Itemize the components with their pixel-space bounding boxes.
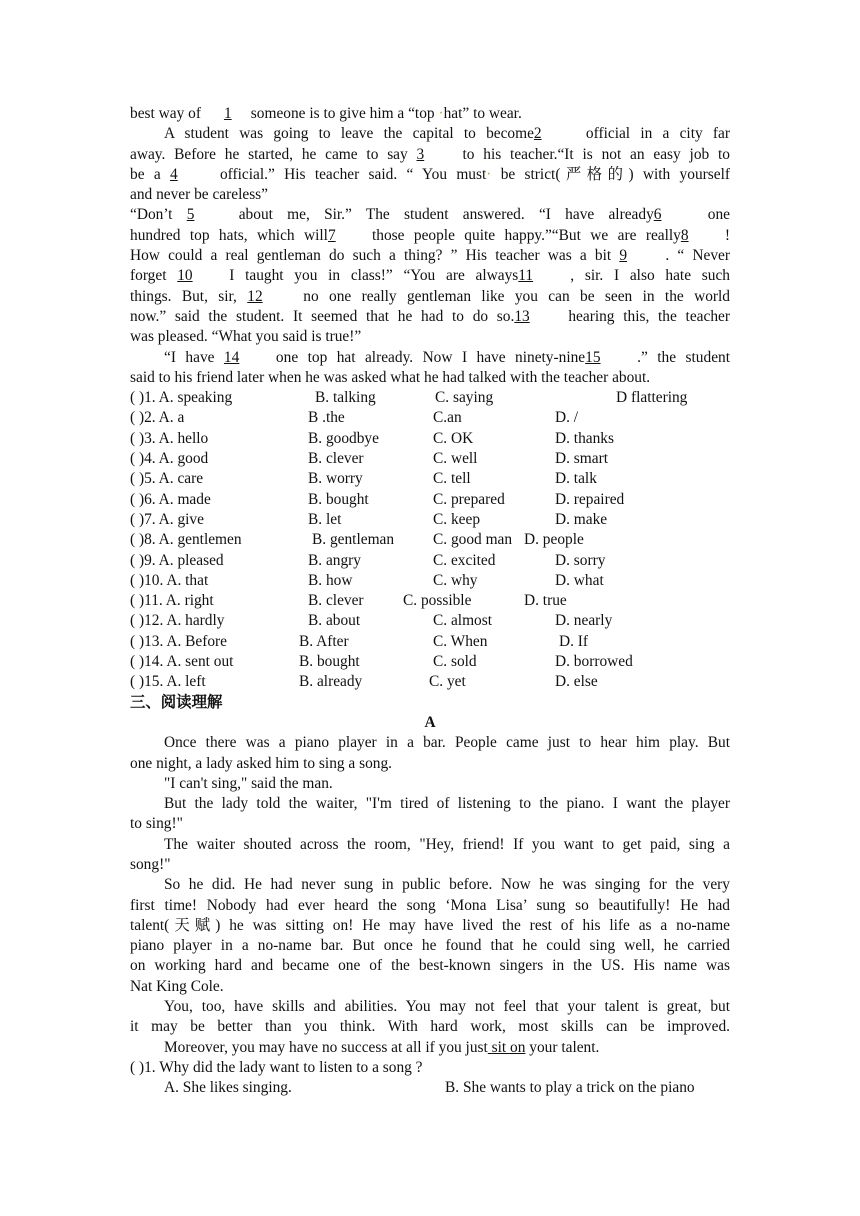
passage-line: So he did. He had never sung in public before. Now he was singing for the very [164,876,730,894]
option-b[interactable]: B. She wants to play a trick on the piano [445,1079,695,1097]
text: to his teacher.“It is not an easy job to [462,145,730,163]
option-b[interactable]: B. already [299,673,363,691]
passage-line: song!" [130,855,171,873]
text: one [707,206,730,224]
question-1[interactable]: ( )1. Why did the lady want to listen to a song ? [130,1058,423,1076]
passage-line: Nat King Cole. [130,977,224,995]
option-a[interactable]: ( )4. A. good [130,450,209,468]
option-row [130,469,730,489]
option-d[interactable]: D. talk [555,470,597,488]
passage-line: But the lady told the waiter, "I'm tired of listening to the piano. I want the player [164,795,730,813]
text: those people quite happy.”“But we are really [371,226,681,244]
cloze-line [130,145,730,165]
option-row [130,632,730,652]
option-a[interactable]: ( )13. A. Before [130,632,228,650]
option-d[interactable]: D. smart [555,450,609,468]
cloze-line [130,124,730,144]
option-d[interactable]: D. true [524,592,567,610]
cloze-line [130,226,730,246]
option-b[interactable]: B. let [308,510,342,528]
blank-8[interactable]: 8 [680,226,689,244]
option-row [130,388,730,408]
option-row [130,551,730,571]
option-a[interactable]: ( )1. A. speaking [130,389,233,407]
text: away. Before he started, he came to say [130,145,417,163]
option-c[interactable]: C. possible [403,592,472,610]
passage-line: one night, a lady asked him to sing a song. [130,754,393,772]
blank-1[interactable]: 1 [223,105,232,122]
text: A student was going to leave the capital to become [164,125,534,143]
passage-line: it may be better than you think. With hard work, most skills can be improved. [130,1018,730,1036]
option-row [130,510,730,530]
mark-dot: · [438,105,444,122]
cloze-line [130,307,730,327]
option-d[interactable]: D. make [555,510,608,528]
text: . “ Never [665,247,730,265]
option-a[interactable]: A. She likes singing. [164,1079,292,1097]
cloze-line [130,287,730,307]
blank-7[interactable]: 7 [327,226,336,244]
text: things. But, sir, [130,287,248,305]
mark-dot: · [486,165,492,183]
option-a[interactable]: ( )12. A. hardly [130,612,225,630]
option-a[interactable]: ( )14. A. sent out [130,653,234,671]
option-b[interactable]: B. bought [308,490,369,508]
text: forget [130,267,178,285]
option-c[interactable]: C. saying [435,389,494,407]
option-row [130,490,730,510]
passage-a [130,733,730,1037]
blank-11[interactable]: 11 [518,267,534,285]
option-d[interactable]: D. / [555,409,579,427]
cloze-line [130,205,730,225]
option-b[interactable]: B .the [308,409,345,427]
passage-line: You, too, have skills and abilities. You may not feel that your talent is great, but [164,998,730,1016]
option-a[interactable]: ( )11. A. right [130,592,214,610]
cloze-line [130,266,730,286]
option-d[interactable]: D. people [524,531,584,549]
option-b[interactable]: B. After [299,632,349,650]
option-row [130,672,730,692]
text: ! [724,226,731,244]
text: hat” to wear. [443,105,522,122]
option-b[interactable]: B. bought [299,653,360,671]
option-c[interactable]: C. OK [433,429,474,447]
option-c[interactable]: C. sold [433,653,477,671]
option-a[interactable]: ( )5. A. care [130,470,204,488]
option-d[interactable]: D. what [555,571,604,589]
text: hearing this, the teacher [568,307,730,325]
blank-12[interactable]: 12 [247,287,263,305]
option-a[interactable]: ( )2. A. a [130,409,185,427]
text: How could a real gentleman do such a thing? ” His teacher was a bit [130,247,620,265]
blank-9[interactable]: 9 [619,247,628,265]
option-c[interactable]: C. excited [433,551,496,569]
option-c[interactable]: C. tell [433,470,471,488]
blank-4[interactable]: 4 [169,165,178,183]
option-d[interactable]: D. repaired [555,490,625,508]
option-a[interactable]: ( )10. A. that [130,571,209,589]
option-a[interactable]: ( )7. A. give [130,510,204,528]
text: official.” His teacher said. “ You must [219,165,487,183]
text: “I have [164,348,224,366]
option-row [130,611,730,631]
option-row [130,449,730,469]
document-page [130,104,730,1099]
text: be strict(严格的) with yourself [491,165,730,183]
text: about me, Sir.” The student answered. “I have already [238,206,654,224]
option-c[interactable]: C. good man [433,531,513,549]
option-c[interactable]: C. why [433,571,478,589]
option-row [130,571,730,591]
option-c[interactable]: C. well [433,450,478,468]
blank-13[interactable]: 13 [514,307,530,325]
text: I taught you in class!” “You are always [229,267,519,285]
option-d[interactable]: D. sorry [555,551,606,569]
passage-line: to sing!" [130,815,183,833]
option-b[interactable]: B. gentleman [312,531,395,549]
underlined-phrase: sit on [487,1038,526,1056]
text: be a [130,165,170,183]
blank-3[interactable]: 3 [416,145,425,163]
text: Moreover, you may have no success at all if you just [164,1038,488,1056]
text: now.” said the student. It seemed that he had to do so. [130,307,515,325]
passage-line [130,1038,730,1058]
option-c[interactable]: C.an [433,409,462,427]
cloze-line [130,348,730,368]
option-d[interactable]: D. else [555,673,598,691]
option-a[interactable]: ( )9. A. pleased [130,551,224,569]
blank-10[interactable]: 10 [177,267,193,285]
option-a[interactable]: ( )8. A. gentlemen [130,531,242,549]
passage-line: "I can't sing," said the man. [164,774,333,792]
option-c[interactable]: C. keep [433,510,481,528]
passage-line: on working hard and became one of the best-known singers in the US. His name was [130,957,730,975]
text: someone is to give him a “top [250,105,439,122]
option-c[interactable]: C. almost [433,612,492,630]
option-a[interactable]: ( )6. A. made [130,490,211,508]
option-b[interactable]: B. how [308,571,353,589]
cloze-line: said to his friend later when he was asked what he had talked with the teacher about. [130,368,651,386]
text: no one really gentleman like you can be seen in the world [303,287,730,305]
option-b[interactable]: B. clever [308,450,364,468]
option-b[interactable]: B. angry [308,551,362,569]
cloze-line [130,104,730,124]
blank-5[interactable]: 5 [186,206,195,224]
option-c[interactable]: C. When [433,632,488,650]
text: , sir. I also hate such [570,267,730,285]
option-d[interactable]: D. borrowed [555,653,633,671]
text: hundred top hats, which will [130,226,328,244]
text: your talent. [525,1038,600,1056]
option-b[interactable]: B. clever [308,592,364,610]
option-b[interactable]: B. talking [315,389,376,407]
blank-2[interactable]: 2 [533,125,542,143]
passage-line: Once there was a piano player in a bar. People came just to hear him play. But [164,734,730,752]
option-c[interactable]: C. yet [429,673,466,691]
text: one top hat already. Now I have ninety-nine [275,348,586,366]
text: best way of [130,105,205,122]
text: .” the student [637,348,730,366]
question-1-options [130,1078,730,1098]
text: “Don’t [130,206,187,224]
passage-line: piano player in a no-name bar. But once he found that he could sing well, he carried [130,937,730,955]
passage-line: talent(天赋) he was sitting on! He may have lived the rest of his life as a no-name [130,916,730,934]
option-a[interactable]: ( )3. A. hello [130,429,209,447]
option-b[interactable]: B. worry [308,470,363,488]
option-d[interactable]: D. If [559,632,589,650]
option-c[interactable]: C. prepared [433,490,505,508]
cloze-line [130,165,730,185]
option-row [130,408,730,428]
text: official in a city far [585,125,730,143]
option-row [130,652,730,672]
section-heading: 三、阅读理解 [130,693,223,711]
option-a[interactable]: ( )15. A. left [130,673,206,691]
cloze-line [130,246,730,266]
option-d[interactable]: D flattering [616,389,688,407]
option-row [130,429,730,449]
option-row [130,591,730,611]
options-list [130,388,730,692]
option-b[interactable]: B. goodbye [308,429,379,447]
blank-6[interactable]: 6 [653,206,662,224]
option-d[interactable]: D. nearly [555,612,613,630]
passage-label: A [424,713,436,731]
cloze-line: and never be careless” [130,186,269,204]
option-d[interactable]: D. thanks [555,429,614,447]
blank-14[interactable]: 14 [223,348,240,366]
blank-15[interactable]: 15 [585,348,601,366]
passage-line: The waiter shouted across the room, "Hey, friend! If you want to get paid, sing a [164,835,730,853]
passage-line: first time! Nobody had ever heard the song ‘Mona Lisa’ sung so beautifully! He had [130,896,730,914]
option-b[interactable]: B. about [308,612,361,630]
option-row [130,530,730,550]
cloze-line: was pleased. “What you said is true!” [130,328,362,346]
